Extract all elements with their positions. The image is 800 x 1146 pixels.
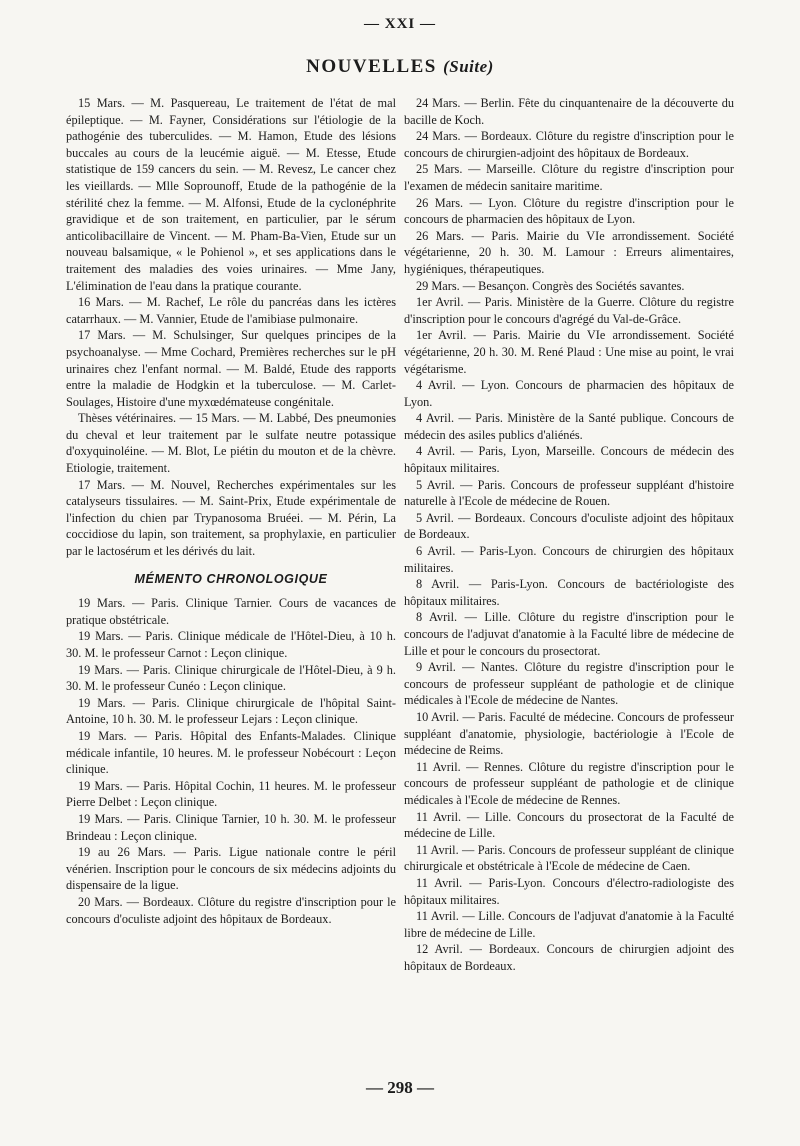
memento-entry: 5 Avril. — Paris. Concours de professeur suppléant d'histoire naturelle à l'Ecole de médecine de Rouen. bbox=[404, 477, 734, 509]
memento-entry: 19 Mars. — Paris. Clinique Tarnier, 10 h. 30. M. le professeur Brindeau : Leçon clinique. bbox=[66, 811, 396, 843]
memento-entry: 19 Mars. — Paris. Clinique médicale de l'Hôtel-Dieu, à 10 h. 30. M. le professeur Carnot : Leçon clinique. bbox=[66, 629, 396, 660]
memento-entry: 12 Avril. — Bordeaux. Concours de chirurgien adjoint des hôpitaux de Bordeaux. bbox=[404, 942, 734, 973]
memento-entry: 9 Avril. — Nantes. Clôture du registre d'inscription pour le concours de professeur suppléant de pathologie et de clinique médicales à l'Ecole de médecine de Nantes. bbox=[404, 660, 734, 708]
news-paragraph: 15 Mars. — M. Pasquereau, Le traitement de l'état de mal épileptique. — M. Fayner, Considérations sur l'étiologie de la pathogénie des tuberculides. — M. Hamon, Etude des lésions buccales au cours de la leucémie aiguë. — M. Etesse, Etude statistique de 159 cancers du sein. — M. Revesz, Le cancer chez les vieillards. — Mlle Soprounoff, Etude de la pathogénie de la stérilité chez la femme. — M. Alfonsi, Etude de la cyclonéphrite gravidique et de son traitement, en particulier, par le sérum anticolibacillaire de Vincent. — M. Pham-Ba-Vien, Etude sur un nouveau balsamique, « le Pohienol », et ses applications dans le traitement des maladies des voies urinaires. — Mme Jany, L'élimination de l'eau dans la pratique courante. bbox=[66, 96, 396, 293]
page-number: — 298 — bbox=[366, 1078, 434, 1097]
memento-entry: 4 Avril. — Paris, Lyon, Marseille. Concours de médecin des hôpitaux militaires. bbox=[404, 444, 734, 476]
memento-heading: MÉMENTO CHRONOLOGIQUE bbox=[134, 571, 328, 586]
memento-entry: 19 Mars. — Paris. Hôpital des Enfants-Malades. Clinique médicale infantile, 10 heures. M. le professeur Nobécourt : Leçon clinique. bbox=[66, 728, 396, 777]
memento-entry: 20 Mars. — Bordeaux. Clôture du registre d'inscription pour le concours d'oculiste adjoint des hôpitaux de Bordeaux. bbox=[66, 894, 396, 926]
left-column bbox=[66, 95, 396, 927]
memento-entry: 1er Avril. — Paris. Mairie du VIe arrondissement. Société végétarienne, 20 h. 30. M. René Plaud : Une mise au point, le vrai végétarisme. bbox=[404, 328, 734, 376]
memento-entry: 29 Mars. — Besançon. Congrès des Sociétés savantes. bbox=[416, 278, 685, 293]
right-column bbox=[404, 95, 734, 974]
memento-entry: 24 Mars. — Berlin. Fête du cinquantenaire de la découverte du bacille de Koch. bbox=[404, 96, 734, 127]
memento-entry: 4 Avril. — Lyon. Concours de pharmacien des hôpitaux de Lyon. bbox=[404, 378, 734, 409]
memento-entry: 25 Mars. — Marseille. Clôture du registre d'inscription pour l'examen de médecin sanitaire maritime. bbox=[404, 162, 734, 193]
section-title bbox=[0, 56, 800, 78]
memento-entry: 11 Avril. — Rennes. Clôture du registre d'inscription pour le concours de professeur suppléant de pathologie et de clinique médicales à l'Ecole de médecine de Rennes. bbox=[404, 759, 734, 807]
page-header: — XXI — bbox=[363, 16, 436, 32]
title-suite: (Suite) bbox=[443, 57, 494, 76]
news-paragraph: 17 Mars. — M. Schulsinger, Sur quelques principes de la psychoanalyse. — Mme Cochard, Premières recherches sur le pH urinaires chez l'enfant normal. — M. Baldé, Etude des rapports entre la maladie de Hodgkin et la tuberculose. — M. Carlet-Soulages, Histoire d'une myxœdémateuse congénitale. bbox=[66, 328, 396, 409]
memento-entry: 24 Mars. — Bordeaux. Clôture du registre d'inscription pour le concours de chirurgien-adjoint des hôpitaux de Bordeaux. bbox=[404, 129, 734, 160]
memento-entry: 10 Avril. — Paris. Faculté de médecine. Concours de professeur suppléant d'anatomie, physiologie, bactériologie à l'Ecole de médecine de Reims. bbox=[404, 709, 734, 758]
memento-entry: 5 Avril. — Bordeaux. Concours d'oculiste adjoint des hôpitaux de Bordeaux. bbox=[404, 510, 734, 542]
news-paragraph: Thèses vétérinaires. — 15 Mars. — M. Labbé, Des pneumonies du cheval et leur traitement par le sulfate neutre potassique d'oxyquinoléine. — M. Blot, Le piétin du mouton et de la chèvre. Etiologie, traitement. bbox=[66, 411, 396, 476]
memento-entry: 26 Mars. — Lyon. Clôture du registre d'inscription pour le concours de pharmacien des hôpitaux de Lyon. bbox=[404, 195, 734, 227]
news-paragraph: 17 Mars. — M. Nouvel, Recherches expérimentales sur les catalyseurs tissulaires. — M. Saint-Prix, Etude expérimentale de l'infection du chien par Trypanosoma Bruéei. — M. Périn, La coccidiose du lapin, son traitement, sa prophylaxie, en particulier par le lactosérum et les dérivés du lait. bbox=[66, 477, 396, 559]
memento-entry: 11 Avril. — Paris-Lyon. Concours d'électro-radiologiste des hôpitaux militaires. bbox=[404, 875, 734, 907]
news-paragraph: 16 Mars. — M. Rachef, Le rôle du pancréas dans les ictères catarrhaux. — M. Vannier, Etude de l'amibiase pulmonaire. bbox=[66, 295, 396, 326]
memento-entry: 11 Avril. — Lille. Concours de l'adjuvat d'anatomie à la Faculté libre de médecine de Lille. bbox=[404, 909, 734, 940]
memento-entry: 4 Avril. — Paris. Ministère de la Santé publique. Concours de médecin des asiles publics d'aliénés. bbox=[404, 411, 734, 442]
memento-entry: 19 Mars. — Paris. Clinique chirurgicale de l'Hôtel-Dieu, à 9 h. 30. M. le professeur Cunéo : Leçon clinique. bbox=[66, 662, 396, 694]
memento-entry: 6 Avril. — Paris-Lyon. Concours de chirurgien des hôpitaux militaires. bbox=[404, 544, 734, 575]
memento-entry: 19 Mars. — Paris. Clinique chirurgicale de l'hôpital Saint-Antoine, 10 h. 30. M. le professeur Lejars : Leçon clinique. bbox=[66, 695, 396, 727]
memento-entry: 1er Avril. — Paris. Ministère de la Guerre. Clôture du registre d'inscription pour le concours d'agrégé du Val-de-Grâce. bbox=[404, 295, 734, 326]
memento-entry: 11 Avril. — Lille. Concours du prosectorat de la Faculté de médecine de Lille. bbox=[404, 809, 734, 841]
memento-entry: 19 Mars. — Paris. Hôpital Cochin, 11 heures. M. le professeur Pierre Delbet : Leçon clinique. bbox=[66, 778, 396, 810]
memento-entry: 19 Mars. — Paris. Clinique Tarnier. Cours de vacances de pratique obstétricale. bbox=[66, 596, 396, 627]
memento-entry: 8 Avril. — Lille. Clôture du registre d'inscription pour le concours de l'adjuvat d'anatomie à la Faculté libre de médecine de Lille et pour le concours du prosectorat. bbox=[404, 610, 734, 658]
title-main: NOUVELLES bbox=[306, 56, 437, 77]
memento-entry: 8 Avril. — Paris-Lyon. Concours de bactériologiste des hôpitaux militaires. bbox=[404, 577, 734, 608]
memento-entry: 26 Mars. — Paris. Mairie du VIe arrondissement. Société végétarienne, 20 h. 30. M. Lamour : Erreurs alimentaires, hygiéniques, thérapeutiques. bbox=[404, 228, 734, 276]
memento-entry: 11 Avril. — Paris. Concours de professeur suppléant de clinique chirurgicale et obstétricale à l'Ecole de médecine de Caen. bbox=[404, 842, 734, 874]
memento-entry: 19 au 26 Mars. — Paris. Ligue nationale contre le péril vénérien. Inscription pour le concours de six médecins adjoints du dispensaire de la ligue. bbox=[66, 845, 396, 893]
